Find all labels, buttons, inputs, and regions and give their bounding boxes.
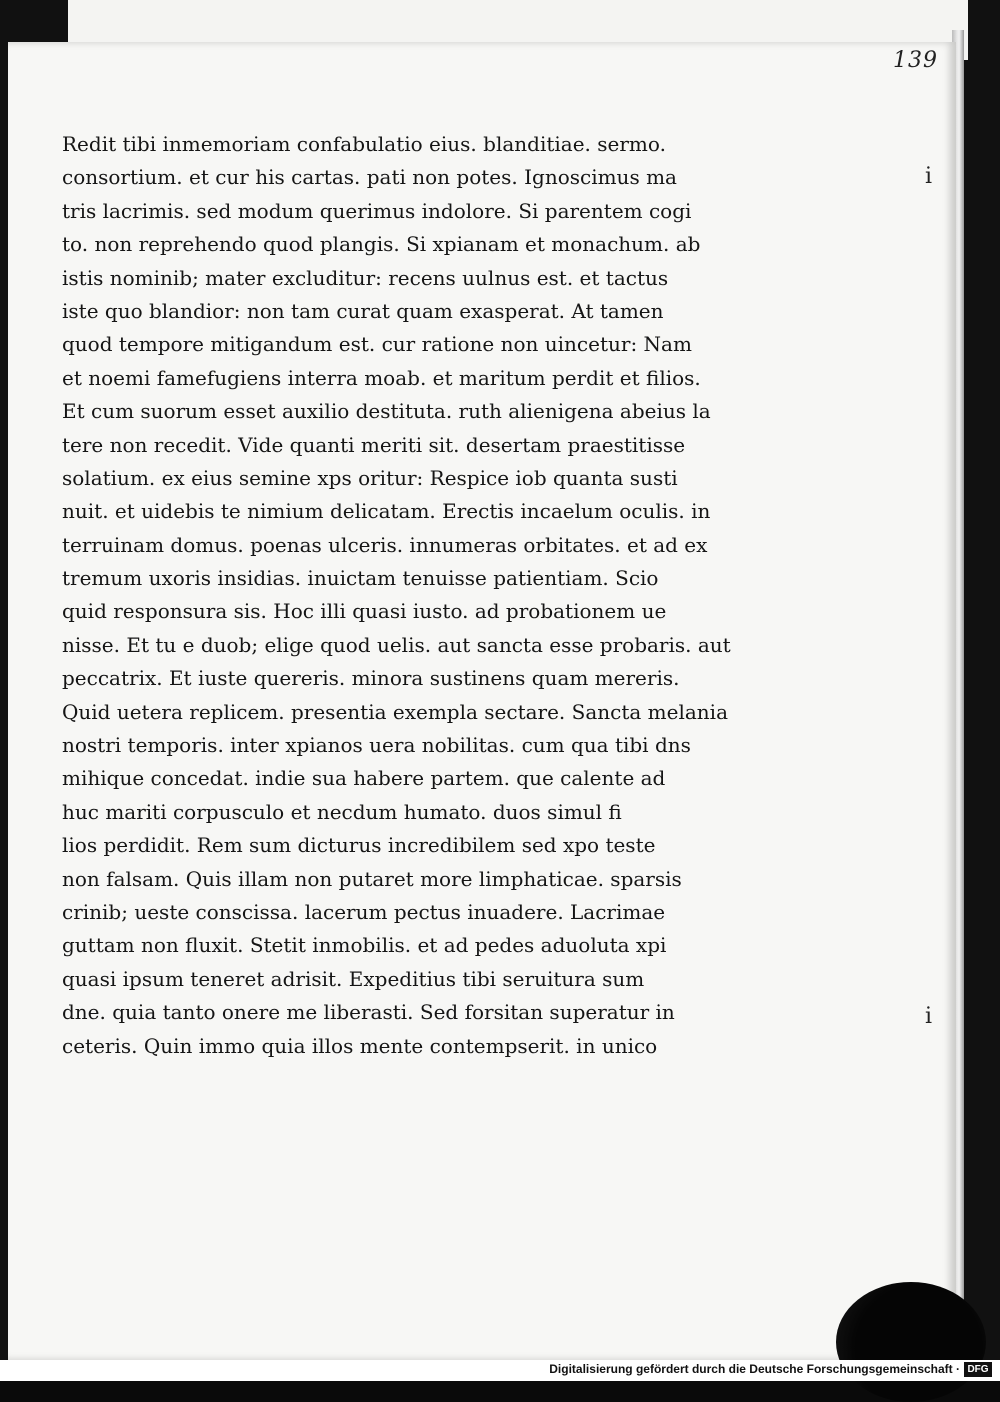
manuscript-line: consortium. et cur his cartas. pati non potes. Ignoscimus ma: [62, 165, 677, 190]
manuscript-line: guttam non fluxit. Stetit inmobilis. et ad pedes aduoluta xpi: [62, 933, 667, 958]
folio-number: 139: [893, 48, 938, 73]
manuscript-line: dne. quia tanto onere me liberasti. Sed forsitan superatur in: [62, 1000, 675, 1025]
manuscript-line: quod tempore mitigandum est. cur ratione non uincetur: Nam: [62, 332, 692, 357]
manuscript-line: Redit tibi inmemoriam confabulatio eius. blanditiae. sermo.: [62, 132, 666, 156]
footer-bar: [0, 1360, 1000, 1381]
manuscript-line: nuit. et uidebis te nimium delicatam. Erectis incaelum oculis. in: [62, 499, 711, 524]
manuscript-line: nostri temporis. inter xpianos uera nobilitas. cum qua tibi dns: [62, 733, 691, 758]
manuscript-line: lios perdidit. Rem sum dicturus incredibilem sed xpo teste: [62, 833, 656, 858]
manuscript-text: [62, 128, 782, 1063]
manuscript-line: tere non recedit. Vide quanti meriti sit. desertam praestitisse: [62, 432, 686, 457]
manuscript-line: peccatrix. Et iuste quereris. minora sustinens quam mereris.: [62, 666, 680, 691]
manuscript-line: iste quo blandior: non tam curat quam exasperat. At tamen: [62, 298, 664, 323]
manuscript-line: non falsam. Quis illam non putaret more limphaticae. sparsis: [62, 866, 682, 891]
manuscript-line: istis nominib; mater excluditur: recens uulnus est. et tactus: [62, 265, 669, 290]
manuscript-line: et noemi famefugiens interra moab. et maritum perdit et filios.: [62, 365, 701, 390]
ink-stain: [836, 1282, 986, 1402]
manuscript-line: tremum uxoris insidias. inuictam tenuisse patientiam. Scio: [62, 566, 659, 591]
margin-mark: i: [925, 164, 933, 189]
manuscript-line: mihique concedat. indie sua habere partem. que calente ad: [62, 766, 666, 791]
manuscript-line: Quid uetera replicem. presentia exempla sectare. Sancta melania: [62, 699, 728, 724]
margin-mark: i: [925, 1004, 933, 1029]
manuscript-line: nisse. Et tu e duob; elige quod uelis. aut sancta esse probaris. aut: [62, 632, 731, 657]
manuscript-line: terruinam domus. poenas ulceris. innumeras orbitates. et ad ex: [62, 532, 708, 557]
manuscript-line: ceteris. Quin immo quia illos mente contempserit. in unico: [62, 1033, 658, 1058]
manuscript-line: Et cum suorum esset auxilio destituta. ruth alienigena abeius la: [62, 399, 711, 424]
dfg-logo: DFG: [964, 1362, 992, 1377]
manuscript-line: quasi ipsum teneret adrisit. Expeditius tibi seruitura sum: [62, 966, 645, 991]
manuscript-line: huc mariti corpusculo et necdum humato. duos simul fi: [62, 799, 622, 824]
manuscript-line: to. non reprehendo quod plangis. Si xpianam et monachum. ab: [62, 232, 701, 257]
manuscript-line: crinib; ueste conscissa. lacerum pectus inuadere. Lacrimae: [62, 899, 666, 924]
manuscript-line: solatium. ex eius semine xps oritur: Respice iob quanta susti: [62, 465, 678, 490]
manuscript-line: tris lacrimis. sed modum querimus indolore. Si parentem cogi: [62, 198, 692, 223]
manuscript-line: quid responsura sis. Hoc illi quasi iusto. ad probationem ue: [62, 599, 667, 624]
funding-credit: Digitalisierung gefördert durch die Deutsche Forschungsgemeinschaft ·: [549, 1362, 960, 1376]
